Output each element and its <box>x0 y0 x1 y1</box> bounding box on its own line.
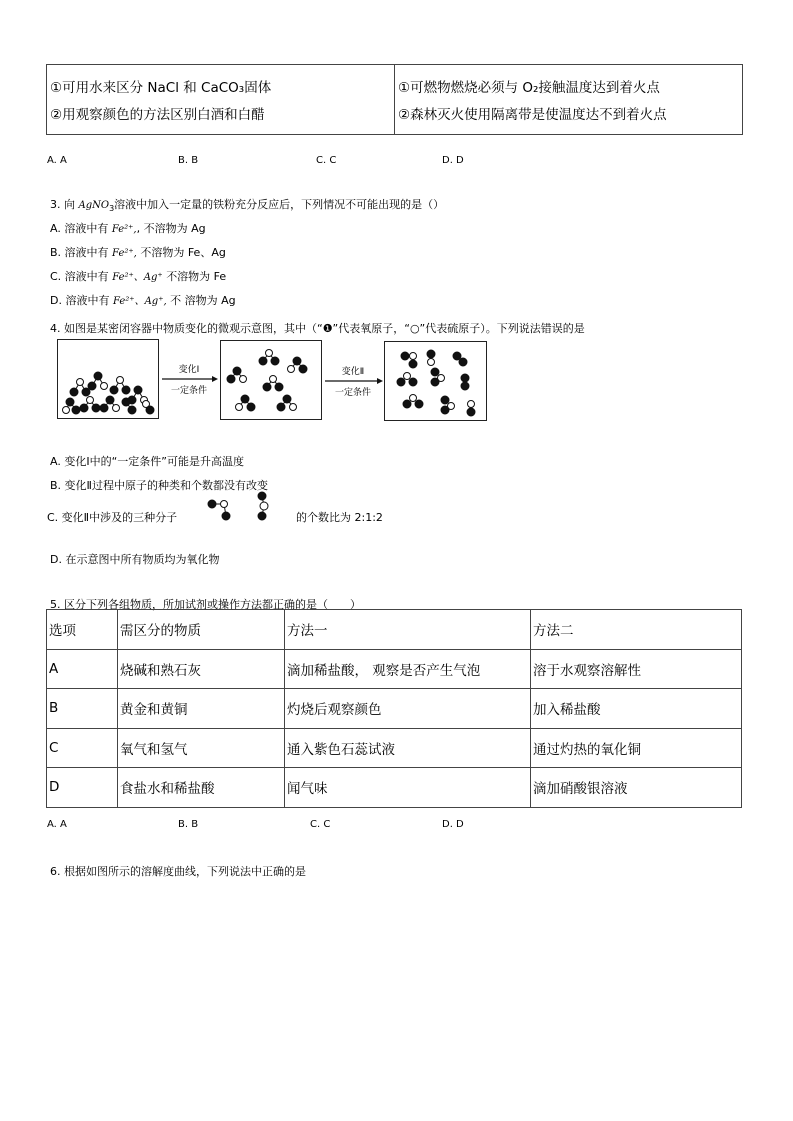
q5-option-c[interactable]: C. C <box>310 819 331 830</box>
q3-option-a-label: A. 溶液中有 <box>50 222 109 235</box>
molecule-box-3 <box>384 341 487 421</box>
q5-cell-method-2: 滴加硝酸银溶液 <box>531 768 742 808</box>
q3-option-d-ions: Fe²⁺、Ag⁺, <box>112 296 167 307</box>
arrow-2-top-label: 变化Ⅱ <box>341 367 365 377</box>
q3-option-a[interactable]: A. 溶液中有 Fe²⁺,, 不溶物为 Ag <box>50 222 206 235</box>
q5-cell-option: D <box>47 768 118 808</box>
q3-option-c[interactable] <box>50 268 226 284</box>
q5-option-a[interactable]: A. A <box>47 819 67 830</box>
arrow-2-bottom-label: 一定条件 <box>334 388 371 398</box>
q2-option-b[interactable]: B. B <box>178 155 199 166</box>
q3-option-d[interactable] <box>50 292 236 308</box>
q4-option-c-molecule-icon <box>202 494 232 522</box>
molecule-box-2 <box>220 340 322 420</box>
molecule-diagram-3 <box>385 342 486 420</box>
q3-option-c-label: C. 溶液中有 <box>50 270 109 283</box>
q6-stem: 6. 根据如图所示的溶解度曲线，下列说法中正确的是 <box>50 865 306 878</box>
molecule-diagram-2 <box>221 341 321 419</box>
molecule-diagram-1 <box>58 340 158 418</box>
q5-cell-method-2: 通过灼热的氧化铜 <box>531 728 742 768</box>
q5-cell-method-2: 溶于水观察溶解性 <box>531 649 742 689</box>
q5-cell-method-1: 滴加稀盐酸， 观察是否产生气泡 <box>285 649 531 689</box>
q3-option-c-tail: 不溶物为 Fe <box>166 270 227 283</box>
q5-cell-option: C <box>47 728 118 768</box>
q5-header-method-2: 方法二 <box>531 610 742 650</box>
q5-cell-substance: 氧气和氢气 <box>118 728 285 768</box>
q5-stem: 5. 区分下列各组物质，所加试剂或操作方法都正确的是（ ） <box>50 598 361 611</box>
q5-option-b[interactable]: B. B <box>178 819 199 830</box>
arrow-1-icon <box>160 375 218 383</box>
q2-left-cell <box>47 65 395 135</box>
q5-cell-method-1: 通入紫色石蕊试液 <box>285 728 531 768</box>
q5-table <box>46 609 742 808</box>
q5-header-row <box>47 610 742 650</box>
q3-option-b-tail: 不溶物为 Fe、Ag <box>140 246 226 259</box>
q3-stem-suffix: 溶液中加入一定量的铁粉充分反应后，下列情况不可能出现的是（） <box>114 198 445 211</box>
q2-table <box>46 64 743 135</box>
q3-option-a-tail: 不溶物为 Ag <box>143 222 206 235</box>
q5-header-substance: 需区分的物质 <box>118 610 285 650</box>
q4-option-c-molecule-icon-2 <box>254 490 294 522</box>
q5-cell-method-1: 灼烧后观察颜色 <box>285 689 531 729</box>
q4-option-d[interactable]: D. 在示意图中所有物质均为氧化物 <box>50 553 220 566</box>
table-row <box>47 768 742 808</box>
q5-cell-method-1: 闻气味 <box>285 768 531 808</box>
q3-option-d-label: D. 溶液中有 <box>50 294 110 307</box>
q3-stem-prefix: 3. 向 <box>50 198 75 211</box>
q3-option-b-ions: Fe²⁺, <box>112 248 137 259</box>
q3-option-b-label: B. 溶液中有 <box>50 246 109 259</box>
q2-option-a[interactable]: A. A <box>47 155 67 166</box>
q3-formula: AgNO <box>78 200 110 211</box>
q2-option-c[interactable]: C. C <box>316 155 337 166</box>
q2-left-line-1: ①可用水来区分 NaCl 和 CaCO₃固体 <box>50 80 272 96</box>
q5-cell-option: B <box>47 689 118 729</box>
q5-header-option: 选项 <box>47 610 118 650</box>
molecule-box-1 <box>57 339 159 419</box>
reaction-arrow-1 <box>160 362 218 398</box>
arrow-2-icon <box>323 377 383 385</box>
q5-cell-method-2: 加入稀盐酸 <box>531 689 742 729</box>
table-row <box>47 649 742 689</box>
q5-cell-option: A <box>47 649 118 689</box>
q5-cell-substance: 烧碱和熟石灰 <box>118 649 285 689</box>
table-row <box>47 689 742 729</box>
q4-option-c-ratio: 的个数比为 2:1:2 <box>296 511 383 524</box>
q3-option-d-tail: 不 溶物为 Ag <box>170 294 236 307</box>
q2-left-line-2: ②用观察颜色的方法区别白酒和白醋 <box>50 107 265 123</box>
q2-right-cell <box>395 65 743 135</box>
arrow-1-bottom-label: 一定条件 <box>170 386 207 396</box>
q3-option-c-ions: Fe²⁺、Ag⁺ <box>112 272 163 283</box>
q5-option-d[interactable]: D. D <box>442 819 464 830</box>
q3-option-a-ions: Fe²⁺, <box>111 224 137 235</box>
q5-cell-substance: 食盐水和稀盐酸 <box>118 768 285 808</box>
table-row <box>47 728 742 768</box>
arrow-1-top-label: 变化Ⅰ <box>178 365 200 375</box>
q5-cell-substance: 黄金和黄铜 <box>118 689 285 729</box>
q5-header-method-1: 方法一 <box>285 610 531 650</box>
q4-option-a[interactable]: A. 变化Ⅰ中的“一定条件”可能是升高温度 <box>50 455 244 468</box>
q3-stem: 3. 向 AgNO$_3$溶液中加入一定量的铁粉充分反应后，下列情况不可能出现的是（） <box>50 198 445 214</box>
q4-option-b[interactable]: B. 变化Ⅱ过程中原子的种类和个数都没有改变 <box>50 479 268 492</box>
q2-option-d[interactable]: D. D <box>442 155 464 166</box>
q3-option-b[interactable] <box>50 244 226 260</box>
reaction-arrow-2 <box>323 364 383 400</box>
q2-right-line-1: ①可燃物燃烧必须与 O₂接触温度达到着火点 <box>398 80 660 96</box>
q4-option-c[interactable]: C. 变化Ⅱ中涉及的三种分子 <box>47 511 178 524</box>
q2-right-line-2: ②森林灭火使用隔离带是使温度达不到着火点 <box>398 107 667 123</box>
q4-stem: 4. 如图是某密闭容器中物质变化的微观示意图，其中（“❶”代表氧原子，“○”代表硫原子）。下列说法错误的是 <box>50 322 585 335</box>
